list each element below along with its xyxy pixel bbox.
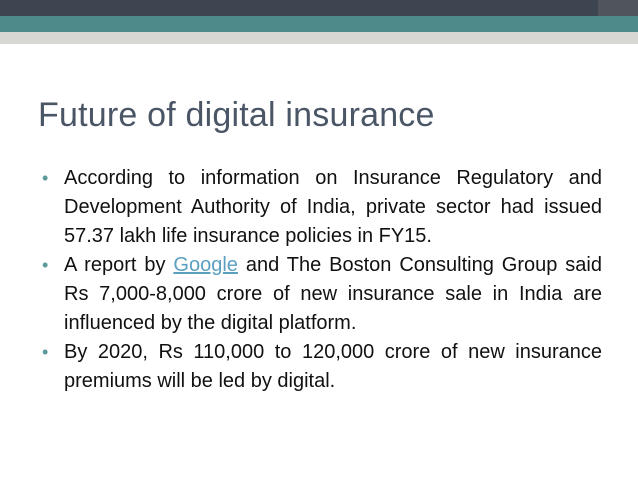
bullet-icon: • xyxy=(42,255,49,275)
header-bar-pale xyxy=(0,32,638,44)
bullet-text: According to information on Insurance Regulatory and Development Authority of India, private sector had issued 57.37 lakh life insurance policies in FY15. xyxy=(64,167,602,247)
bullet-item xyxy=(42,251,602,338)
bullet-icon: • xyxy=(42,342,49,362)
header-bar-dark xyxy=(0,0,638,16)
slide-title: Future of digital insurance xyxy=(38,96,435,134)
bullet-list xyxy=(42,164,602,396)
bullet-item xyxy=(42,338,602,396)
google-link[interactable]: Google xyxy=(173,254,238,276)
bullet-text: By 2020, Rs 110,000 to 120,000 crore of new insurance premiums will be led by digital. xyxy=(64,341,602,392)
header-bar-corner xyxy=(598,0,638,16)
header-decoration xyxy=(0,0,638,44)
bullet-text-prefix: A report by xyxy=(64,254,174,276)
bullet-item xyxy=(42,164,602,251)
header-bar-teal xyxy=(0,16,638,32)
bullet-icon: • xyxy=(42,168,49,188)
bullet-text-suffix: and The Boston Consulting Group said Rs 7,000-8,000 crore of new insurance sale in India are influenced by the digital platform. xyxy=(64,254,602,334)
